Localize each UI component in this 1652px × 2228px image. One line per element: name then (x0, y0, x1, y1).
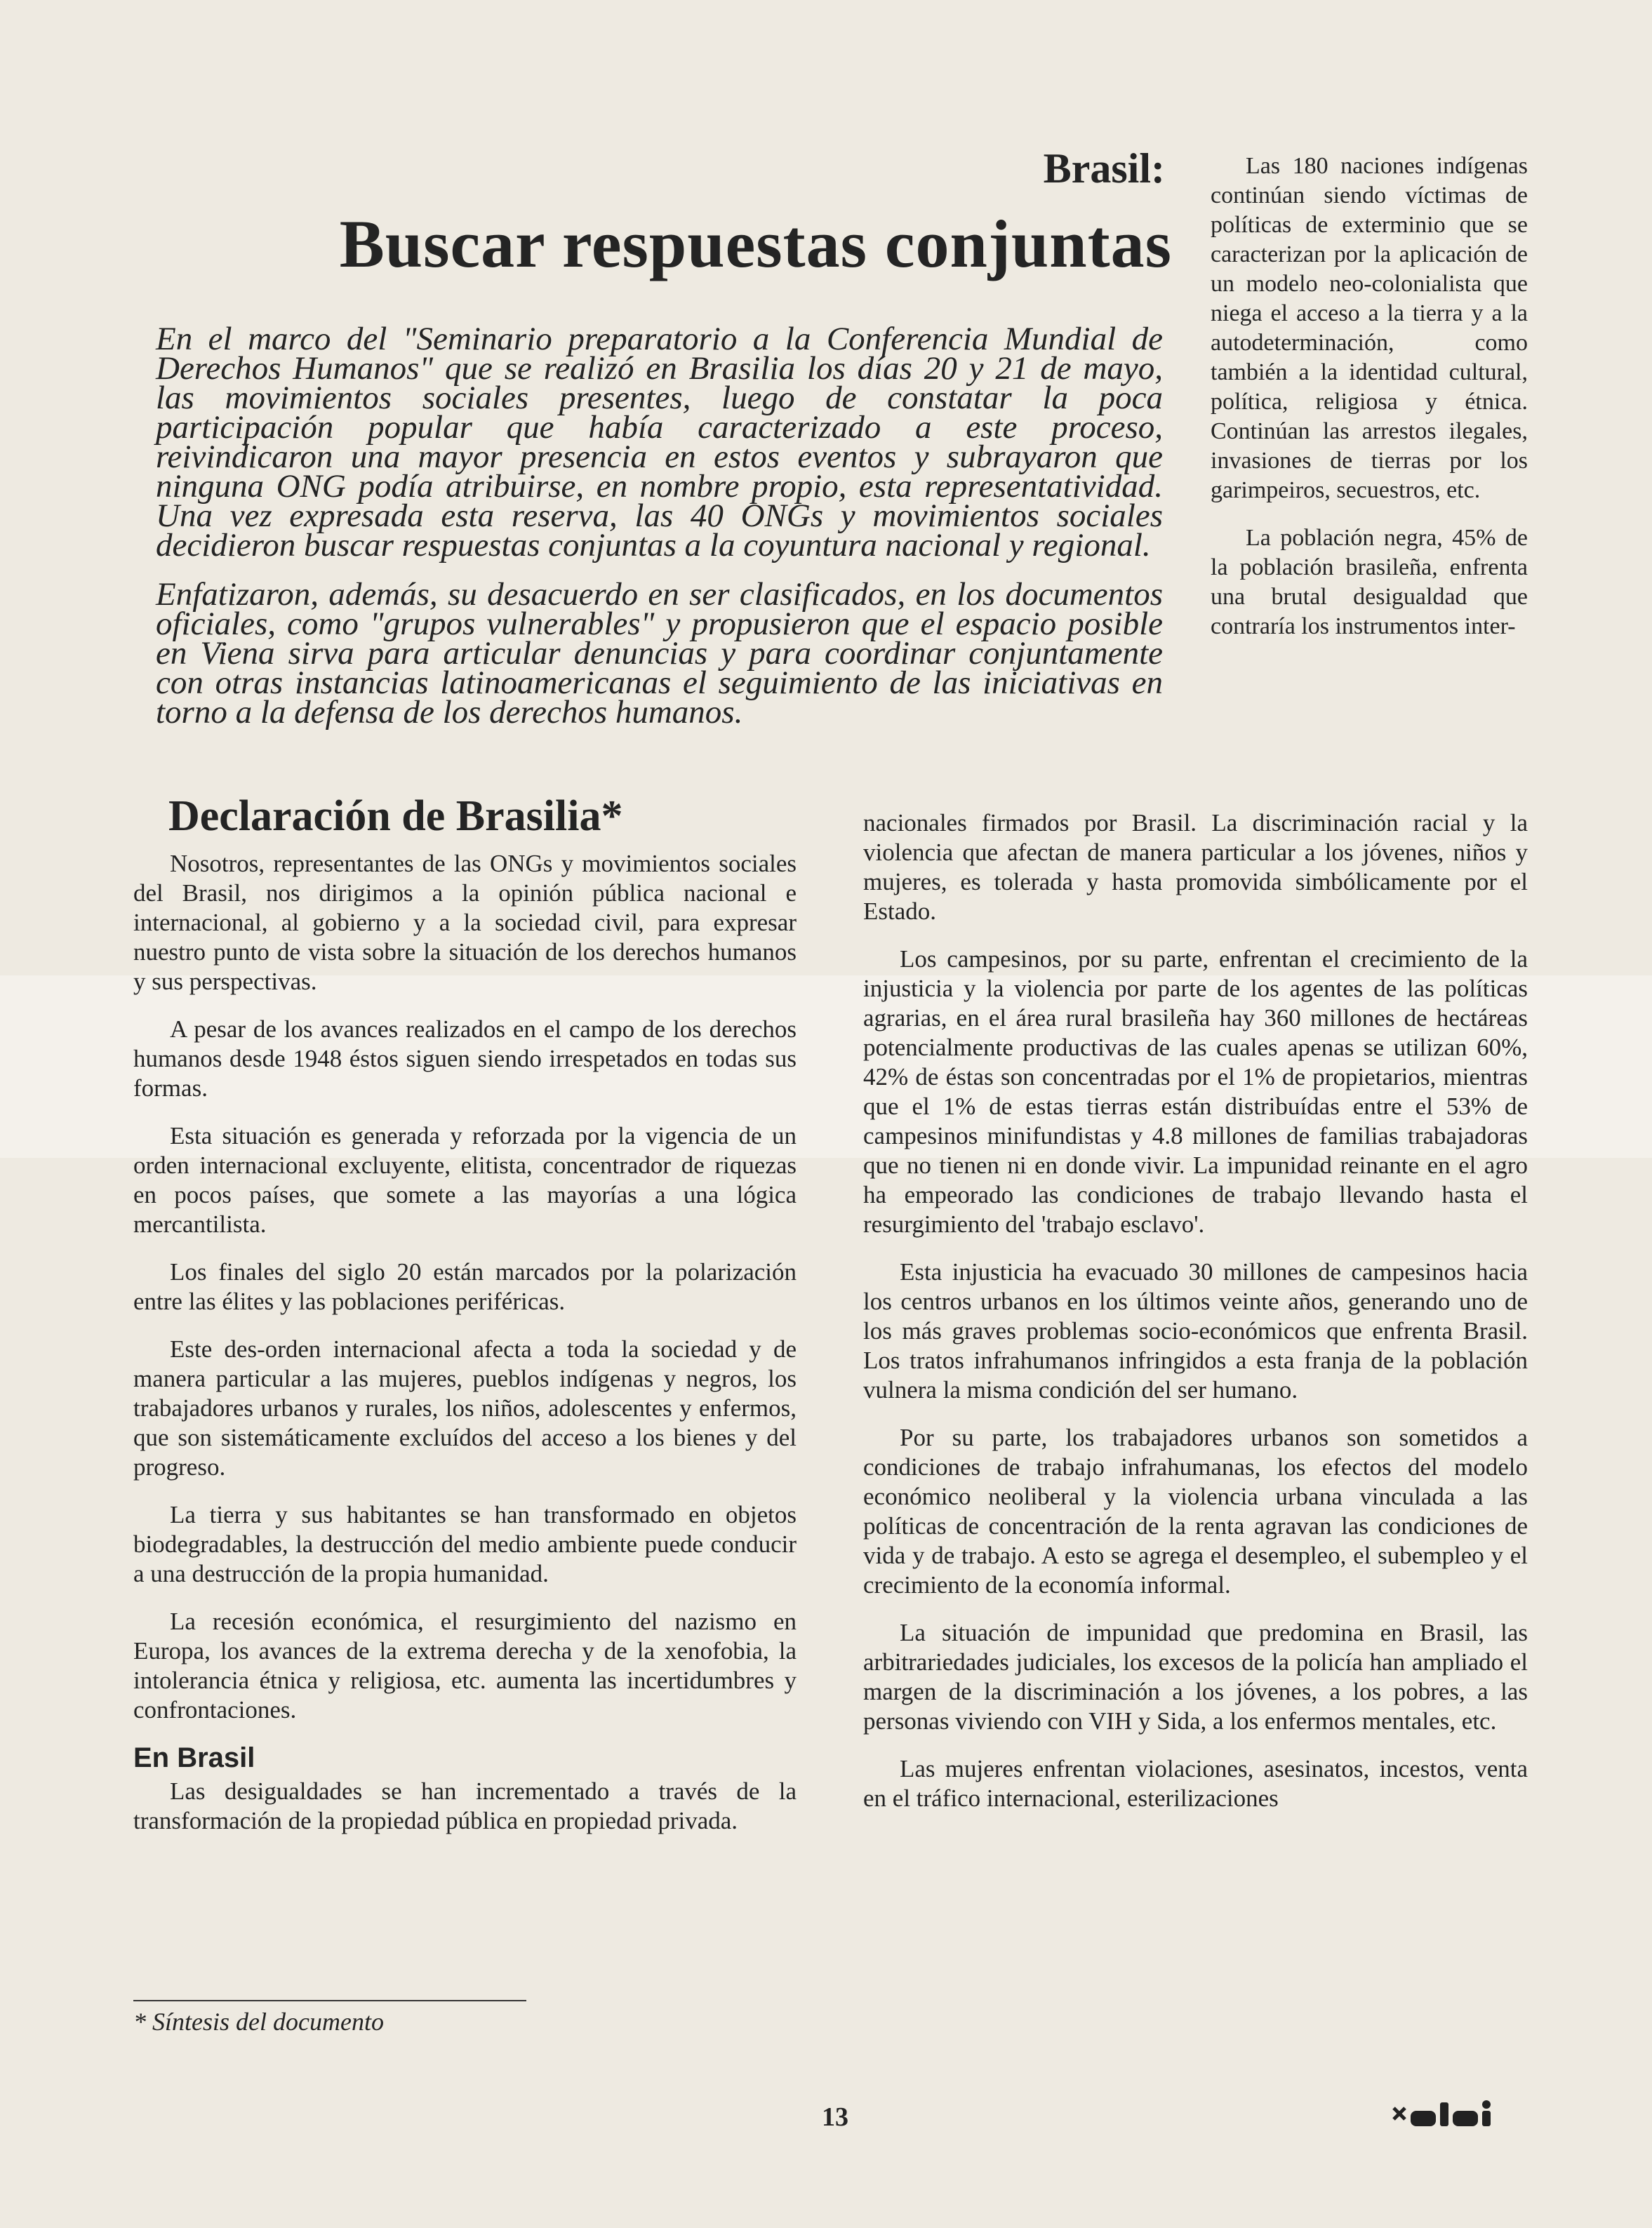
footnote: * Síntesis del documento (133, 2008, 384, 2036)
body-paragraph: A pesar de los avances realizados en el campo de los derechos humanos desde 1948 éstos siguen siendo irrespetados en todas sus formas. (133, 1015, 797, 1102)
body-paragraph: Por su parte, los trabajadores urbanos son sometidos a condiciones de trabajo infrahumanas, los efectos del modelo económico neoliberal y la violencia urbana vinculada a las políticas de concentración de la renta agravan las condiciones de vida y de trabajo. A esto se agrega el desempleo, el subempleo y el crecimiento de la economía informal. (863, 1424, 1528, 1599)
intro-paragraph: Enfatizaron, además, su desacuerdo en ser clasificados, en los documentos oficiales, como "grupos vulnerables" y propusieron que el espacio posible en Viena sirva para articular denuncias y para coordinar conjuntamente con otras instancias latinoamericanas el seguimiento de las iniciativas en torno a la defensa de los derechos humanos. (156, 576, 1163, 731)
body-paragraph: Nosotros, representantes de las ONGs y movimientos sociales del Brasil, nos dirigimos a la opinión pública nacional e internacional, al gobierno y a la sociedad civil, para expresar nuestro punto de vista sobre la situación de los derechos humanos y sus perspectivas. (133, 850, 797, 995)
footnote-rule (133, 2000, 526, 2001)
left-column (133, 849, 797, 1854)
page-number: 13 (822, 2102, 848, 2132)
declaration-title: Declaración de Brasilia* (168, 792, 623, 840)
article-kicker: Brasil: (1043, 145, 1165, 192)
intro-block (156, 321, 1163, 747)
body-paragraph-continuation: nacionales firmados por Brasil. La discriminación racial y la violencia que afectan de manera particular a los jóvenes, niños y mujeres, es tolerada y hasta promovida simbólicamente por el Estado. (863, 809, 1528, 925)
body-paragraph: La recesión económica, el resurgimiento del nazismo en Europa, los avances de la extrema derecha y de la xenofobia, la intolerancia étnica y religiosa, etc. aumenta las incertidumbres y confrontaciones. (133, 1608, 797, 1723)
body-paragraph: Los finales del siglo 20 están marcados por la polarización entre las élites y las poblaciones periféricas. (133, 1258, 797, 1315)
article-headline: Buscar respuestas conjuntas (339, 206, 1172, 281)
body-paragraph: La población negra, 45% de la población brasileña, enfrenta una brutal desigualdad que contraría los instrumentos inter- (1211, 525, 1528, 639)
body-paragraph: Esta injusticia ha evacuado 30 millones de campesinos hacia los centros urbanos en los últimos veinte años, generando uno de los más graves problemas socio-económicos que enfrenta Brasil. Los tratos infrahumanos infringidos a esta franja de la población vulnera la misma condición del ser humano. (863, 1258, 1528, 1403)
section-subheading: En Brasil (133, 1742, 255, 1773)
body-paragraph: Los campesinos, por su parte, enfrentan el crecimiento de la injusticia y la violencia por parte de los agentes de las políticas agrarias, en el área rural brasileña hay 360 millones de hectáreas potencialmente productivas de las cuales apenas se utilizan 60%, 42% de éstas son concentradas por el 1% de propietarios, mientras que el 1% de estas tierras están distribuídas entre el 53% de campesinos minifundistas y 4.8 millones de familias trabajadoras que no tienen ni en donde vivir. La impunidad reinante en el agro ha empeorado las condiciones de trabajo llevando hasta el resurgimiento del 'trabajo esclavo'. (863, 945, 1528, 1238)
body-paragraph: La situación de impunidad que predomina en Brasil, las arbitrariedades judiciales, los excesos de la policía han ampliado el margen de la discriminación a los jóvenes, a los pobres, a las personas viviendo con VIH y Sida, a los enfermos mentales, etc. (863, 1619, 1528, 1735)
right-column (863, 808, 1528, 1832)
alai-logo (1390, 2098, 1530, 2133)
right-top-column (1211, 152, 1528, 660)
body-paragraph: Esta situación es generada y reforzada por la vigencia de un orden internacional excluyente, elitista, concentrador de riquezas en pocos países, que somete a las mayorías a una lógica mercantilista. (133, 1122, 797, 1238)
body-paragraph: Las 180 naciones indígenas continúan siendo víctimas de políticas de exterminio que se caracterizan por la aplicación de un modelo neo-colonialista que niega el acceso a la tierra y a la autodeterminación, como también a la identidad cultural, política, religiosa y étnica. Continúan las arrestos ilegales, invasiones de tierras por los garimpeiros, secuestros, etc. (1211, 153, 1528, 503)
body-paragraph: Las mujeres enfrentan violaciones, asesinatos, incestos, venta en el tráfico internacional, esterilizaciones (863, 1755, 1528, 1812)
intro-paragraph: En el marco del "Seminario preparatorio a la Conferencia Mundial de Derechos Humanos" que se realizó en Brasilia los días 20 y 21 de mayo, las movimientos sociales presentes, luego de constatar la poca participación popular que había caracterizado a este proceso, reivindicaron una mayor presencia en estos eventos y subrayaron que ninguna ONG podía atribuirse, en nombre propio, esta representatividad. Una vez expresada esta reserva, las 40 ONGs y movimientos sociales decidieron buscar respuestas conjuntas a la coyuntura nacional y regional. (156, 321, 1163, 563)
body-paragraph: Este des-orden internacional afecta a toda la sociedad y de manera particular a las mujeres, pueblos indígenas y negros, los trabajadores urbanos y rurales, los niños, adolescentes y enfermos, que son sistemáticamente excluídos del acceso a los bienes y del progreso. (133, 1335, 797, 1481)
body-paragraph: La tierra y sus habitantes se han transformado en objetos biodegradables, la destrucción del medio ambiente puede conducir a una destrucción de la propia humanidad. (133, 1501, 797, 1587)
body-paragraph: Las desigualdades se han incrementado a través de la transformación de la propiedad pública en propiedad privada. (133, 1777, 797, 1834)
